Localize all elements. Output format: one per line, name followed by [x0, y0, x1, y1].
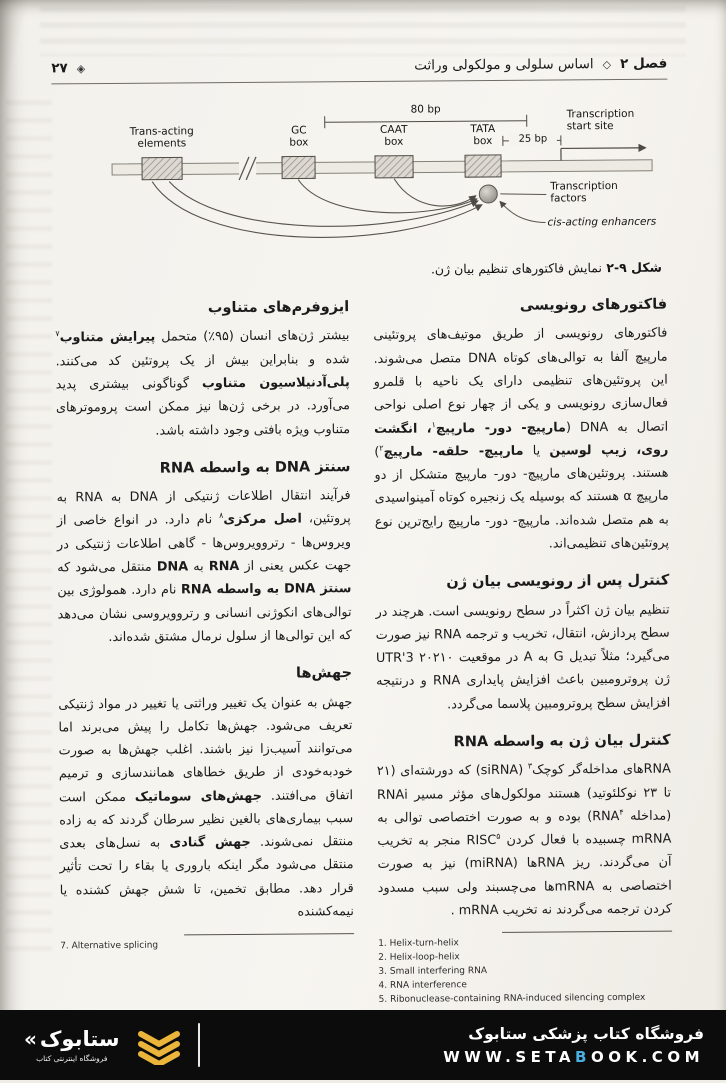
store-title: فروشگاه کتاب پزشکی ستابوک	[468, 1025, 704, 1043]
tss-arrow	[561, 148, 645, 149]
label-80bp: 80 bp	[395, 103, 457, 116]
gene-regulation-diagram	[57, 97, 698, 262]
figure-caption: شکل ۹-۲ نمایش فاکتورهای تنظیم بیان ژن.	[431, 260, 662, 277]
section-body: RNAهای مداخله‌گر کوچک$^۳$ (siRNA) که دورشته‌ای (۲۱ تا ۲۳ نوکلئوتید) هستند مولکول‌های مؤثر مسیر RNAi (مداخله RNA$^۴$) بوده و به صورت اختصاصی توالی به mRNA چسبیده با فعال کردن RISC$^۵$ منجر به تخریب آن می‌گردند. ریز RNAها (miRNA) نیز به صورت اختصاصی به mRNAها می‌چسبند ولی سبب مسدود کردن ترجمه می‌گردند نه تخریب mRNA .	[377, 758, 672, 923]
store-url: WWW.SETABOOK.COM	[443, 1048, 704, 1066]
caat-arc	[394, 178, 475, 206]
cis-arrow	[500, 202, 545, 223]
section-heading-rna-mediated-dna-synthesis: سنتز DNA به واسطه RNA	[56, 454, 350, 483]
caat-box-shape	[375, 156, 413, 178]
brand-logo	[24, 1027, 120, 1063]
footnote-item: 1. Helix-turn-helix	[378, 936, 672, 952]
trans-acting-box-shape	[142, 157, 182, 179]
trans-acting-arc	[152, 179, 481, 239]
section-heading-post-transcriptional-control: کنترل پس از رونویسی بیان ژن	[375, 568, 669, 597]
footnote-divider	[184, 933, 354, 935]
gc-arc	[298, 178, 476, 213]
section-heading-transcription-factors: فاکتورهای رونویسی	[373, 292, 667, 321]
text-columns	[55, 290, 673, 1011]
column-right	[373, 290, 673, 1008]
tf-label-connector	[500, 194, 546, 195]
trans-acting-arc	[169, 179, 477, 228]
section-heading-alternative-isoforms: ایزوفرم‌های متناوب	[55, 294, 349, 323]
section-body: جهش به عنوان یک تغییر وراثتی یا تغییر در مواد ژنتیکی تعریف می‌شود. جهش‌ها تکامل را پیش می‌برند اما می‌توانند آسیب‌زا نیز باشند. اغلب جهش‌ها به صورت خودبه‌خودی از طریق خطاهای همانندسازی و ترمیم اتفاق می‌افتند. جهش‌های سوماتیک ممکن است سبب بیماری‌های بالغین نظیر سرطان گردند که به زاده منتقل نمی‌شوند. جهش گنادی به نسل‌های بعدی منتقل می‌شود مگر اینکه باروری یا بقاء را تحت تأثیر قرار دهد. مطابق تخمین، تا شش جهش کشنده یا نیمه‌کشنده	[58, 691, 354, 926]
label-caat-box: CAAT box	[371, 124, 417, 149]
diamond-icon: ◇	[603, 58, 612, 71]
tata-box-shape	[465, 155, 501, 177]
brand-chevron-mark: «	[24, 1027, 37, 1051]
transcription-factor-ball	[479, 185, 497, 203]
footer-divider	[198, 1023, 200, 1067]
book-stack-icon	[136, 1025, 182, 1065]
column-left	[55, 292, 355, 1010]
label-trans-acting: Trans-acting elements	[119, 125, 205, 150]
section-body: فرآیند انتقال اطلاعات ژنتیکی از DNA به RNA به پروتئین، اصل مرکزی$^۸$ نام دارد. در انواع خاصی از ویروس‌ها - رتروویروس‌ها - گاهی اطلاعات ژنتیکی در جهت عکس یعنی از RNA به DNA منتقل می‌شود که سنتز DNA به واسطه RNA نام دارد. همولوژی بین توالی‌های انکوژنی انسانی و رتروویروسی نشان می‌دهد که این توالی‌ها از سلول نرمال مشتق شده‌اند.	[57, 484, 352, 649]
footnote-divider	[502, 931, 672, 933]
chapter-label: فصل ۲	[620, 56, 667, 72]
label-gc-box: GC box	[281, 124, 317, 149]
footnote-item: 7. Alternative splicing	[60, 938, 354, 954]
page-title: اساس سلولی و مولکولی وراثت	[414, 56, 594, 73]
section-heading-rna-mediated-control: کنترل بیان ژن به واسطه RNA	[376, 728, 670, 757]
footnote-item: 2. Helix-loop-helix	[378, 950, 672, 966]
label-tata-box: TATA box	[461, 123, 505, 148]
footer-store-block	[214, 1025, 706, 1066]
label-transcription-start-site: Transcription start site	[567, 108, 659, 133]
section-body: فاکتورهای رونویسی از طریق موتیف‌های پروتئینی مارپیچ آلفا به توالی‌های کوتاه DNA متصل می‌شوند. این پروتئین‌های تنظیمی دارای یک ناحیه با قلمرو فعال‌سازی رونویسی و یکی از چهار نوع اصلی نواحی اتصال به DNA (مارپیچ- دور- مارپیچ$^۱$، انگشت روی، زیپ لوسین یا مارپیچ- حلقه- مارپیچ$^۲$) هستند. پروتئین‌های مارپیچ- دور- مارپیچ متشکل از دو مارپیچ α هستند که بوسیله یک زنجیره کوتاه آمینواسیدی به هم متصل شده‌اند. مارپیچ- دور- مارپیچ رایج‌ترین نوع پروتئین‌های تنظیمی‌اند.	[373, 322, 669, 557]
diamond-icon: ◈	[77, 62, 86, 75]
brand-name: ستابوک	[40, 1027, 120, 1051]
footer-bar	[0, 1010, 726, 1080]
header-chapter-group	[414, 56, 667, 74]
label-25bp: 25 bp	[509, 133, 557, 145]
label-cis-acting-enhancers: cis-acting enhancers	[547, 216, 677, 229]
url-accent-letter: B	[575, 1048, 591, 1066]
brand-tagline: فروشگاه اینترنتی کتاب	[36, 1054, 107, 1063]
section-body: بیشتر ژن‌های انسان (۹۵٪) متحمل پیرایش متناوب$^۷$ شده و بنابراین بیش از یک پروتئین کد می‌کنند. پلی‌آدنیلاسیون متناوب گوناگونی بیشتری پدید می‌آورد. در برخی ژن‌ها نیز ممکن است پروموترهای متناوب ویژه بافتی وجود داشته باشد.	[55, 324, 350, 443]
footnote-item: 4. RNA interference	[378, 978, 672, 994]
label-transcription-factors: Transcription factors	[550, 180, 642, 205]
page-header	[51, 56, 667, 85]
footnote-item: 5. Ribonuclease-containing RNA-induced silencing complex	[379, 992, 673, 1008]
page-number: ۲۷	[51, 60, 68, 76]
section-heading-mutations: جهش‌ها	[58, 660, 352, 689]
header-page-group	[51, 60, 85, 76]
footnote-item: 3. Small interfering RNA	[378, 964, 672, 980]
gc-box-shape	[282, 156, 315, 178]
section-body: تنظیم بیان ژن اکثراً در سطح رونویسی است. هرچند در سطح پردازش، انتقال، تخریب و ترجمه RNA نیز صورت می‌گیرد؛ مثلاً تبدیل G به A در موقعیت ۲۰۲۱۰ 3'UTR ژن پروترومبین باعث افزایش پایداری RNA و درنتیجه افزایش سطح پروترومبین پلاسما می‌گردد.	[375, 598, 670, 717]
